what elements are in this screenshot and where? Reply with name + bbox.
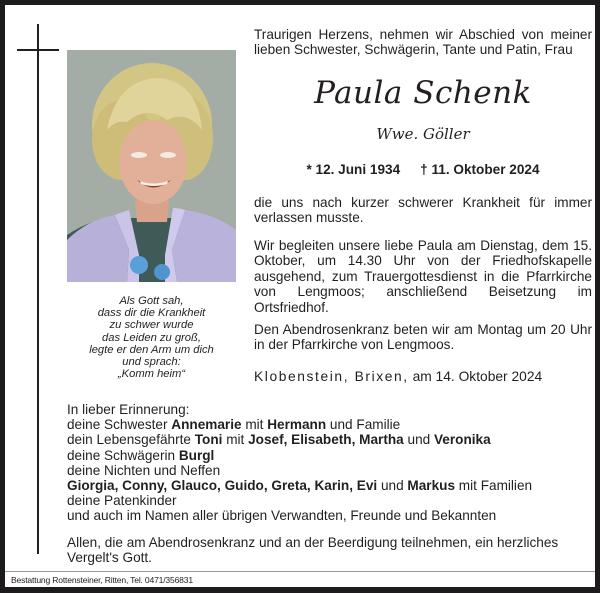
mourners-list [67,402,597,524]
poem-line: legte er den Arm um dich [89,343,214,356]
poem-line: das Leiden zu groß, [102,331,201,344]
place-and-date [254,368,592,386]
thanks-text: Allen, die am Abendrosenkranz und an der Beerdigung teilnehmen, ein herzliches Vergelt's Gott. [67,535,559,566]
poem-line: und sprach: [122,356,181,369]
mourner-line: und auch im Namen aller übrigen Verwandten, Freunde und Bekannten [67,508,497,524]
mourner-line: deine Nichten und Neffen [67,462,221,478]
cross-icon-vertical [37,24,39,554]
birth-date: * 12. Juni 1934 [306,162,401,177]
widow-name: Wwe. Göller [376,125,470,143]
intro-text: Traurigen Herzens, nehmen wir Abschied von meiner lieben Schwester, Schwägerin, Tante und Patin, Frau [254,27,592,58]
mourner-line: deine Patenkinder [67,493,177,509]
mourner-line: dein Lebensgefährte Toni mit Josef, Elisabeth, Martha und Veronika [67,432,491,448]
rosary-details: Den Abendrosenkranz beten wir am Montag um 20 Uhr in der Pfarrkirche von Lengmoos. [254,322,592,353]
notice-date: am 14. Oktober 2024 [412,369,543,384]
deceased-name: Paula Schenk [314,75,532,111]
portrait-photo [67,50,236,282]
mourner-line: deine Schwester Annemarie mit Hermann und Familie [67,417,401,433]
mourner-line: Giorgia, Conny, Glauco, Guido, Greta, Karin, Evi und Markus mit Familien [67,478,533,494]
death-date: † 11. Oktober 2024 [420,162,540,177]
notice-paragraph: die uns nach kurzer schwerer Krankheit für immer verlassen musste. [254,195,592,226]
poem-line: dass dir die Krankheit [97,307,206,320]
life-dates [254,161,592,179]
obituary-notice [5,5,595,587]
cross-icon-horizontal [17,49,59,51]
poem-line: Als Gott sah, [119,295,184,307]
poem-line: „Komm heim“ [117,368,186,381]
poem [67,295,236,380]
poem-line: zu schwer wurde [109,319,194,332]
undertaker-credit: Bestattung Rottensteiner, Ritten, Tel. 0471/356831 [11,575,193,585]
footer-divider [5,571,595,572]
portrait-illustration [67,50,236,282]
place: Klobenstein, Brixen, [254,369,409,384]
mourner-line: deine Schwägerin Burgl [67,447,215,463]
closing-heading: In lieber Erinnerung: [67,402,190,417]
funeral-details: Wir begleiten unsere liebe Paula am Dienstag, dem 15. Oktober, um 14.30 Uhr von der Friedhofskapelle ausgehend, zum Trauergottesdienst in die Pfarrkirche von Lengmoos; anschließend Beisetzung im Ortsfriedhof. [254,238,592,315]
